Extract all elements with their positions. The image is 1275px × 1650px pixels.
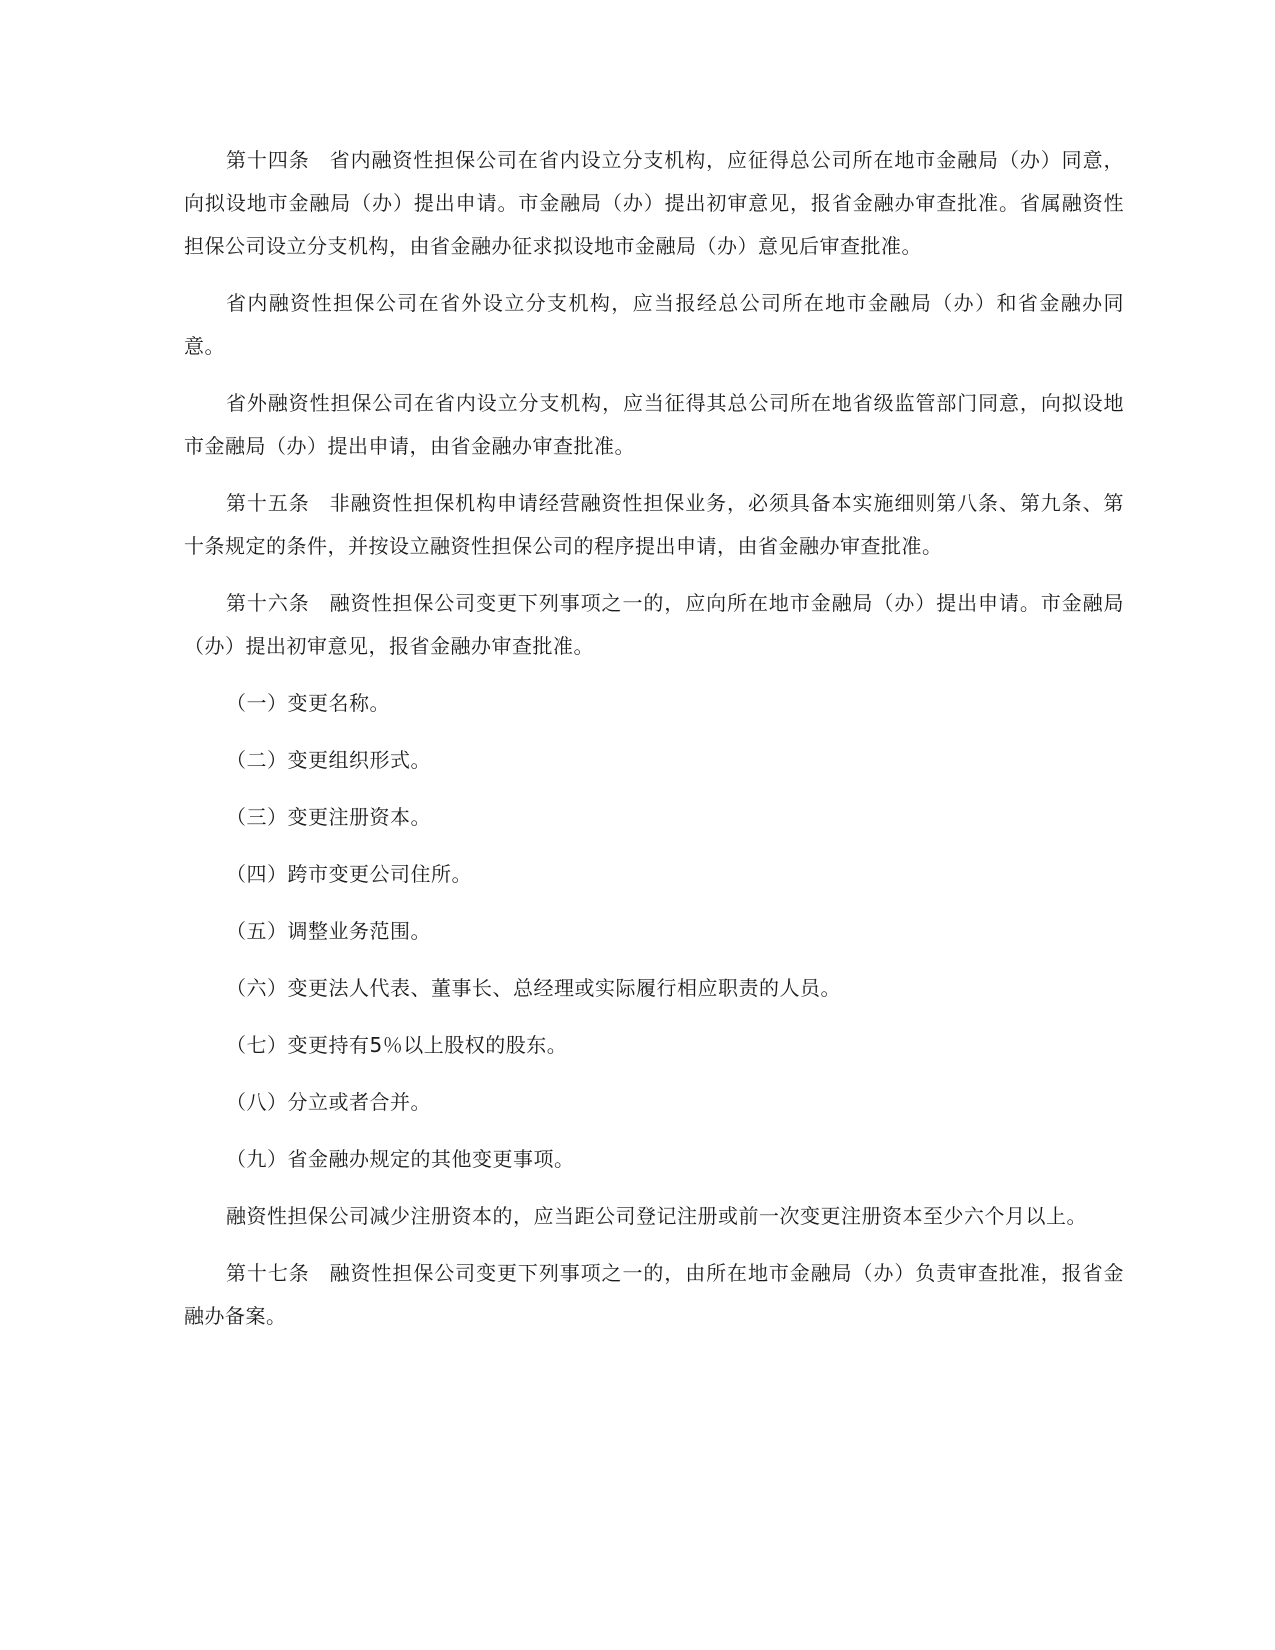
article-number: 第十四条	[226, 148, 310, 172]
article-14-paragraph-3	[184, 382, 1124, 468]
article-number: 第十五条	[226, 491, 310, 515]
list-item: （四）跨市变更公司住所。	[226, 862, 472, 886]
article-number: 第十七条	[226, 1261, 310, 1285]
list-item: （二）变更组织形式。	[226, 748, 431, 772]
paragraph-text: 融资性担保公司变更下列事项之一的，由所在地市金融局（办）负责审查批准，报省金融办备案。	[184, 1261, 1125, 1328]
paragraph-text: 省内融资性担保公司在省外设立分支机构，应当报经总公司所在地市金融局（办）和省金融办同意。	[184, 291, 1124, 358]
paragraph-text: 融资性担保公司减少注册资本的，应当距公司登记注册或前一次变更注册资本至少六个月以上。	[226, 1204, 1087, 1228]
paragraph-text: 非融资性担保机构申请经营融资性担保业务，必须具备本实施细则第八条、第九条、第十条规定的条件，并按设立融资性担保公司的程序提出申请，由省金融办审查批准。	[184, 491, 1125, 558]
paragraph-text: 省内融资性担保公司在省内设立分支机构，应征得总公司所在地市金融局（办）同意，向拟设地市金融局（办）提出申请。市金融局（办）提出初审意见，报省金融办审查批准。省属融资性担保公司设立分支机构，由省金融办征求拟设地市金融局（办）意见后审查批准。	[184, 148, 1125, 258]
document-body	[184, 139, 1124, 1352]
article-16-paragraph	[184, 582, 1124, 668]
article-15-paragraph	[184, 482, 1124, 568]
list-item: （三）变更注册资本。	[226, 805, 431, 829]
article-14-paragraph-2	[184, 282, 1124, 368]
paragraph-text: 省外融资性担保公司在省内设立分支机构，应当征得其总公司所在地省级监管部门同意，向拟设地市金融局（办）提出申请，由省金融办审查批准。	[184, 391, 1124, 458]
list-item: （九）省金融办规定的其他变更事项。	[226, 1147, 575, 1171]
list-item: （一）变更名称。	[226, 691, 390, 715]
article-14-paragraph	[184, 139, 1124, 268]
list-item: （八）分立或者合并。	[226, 1090, 431, 1114]
article-17-paragraph	[184, 1252, 1124, 1338]
paragraph-text: 融资性担保公司变更下列事项之一的，应向所在地市金融局（办）提出申请。市金融局（办）提出初审意见，报省金融办审查批准。	[184, 591, 1125, 658]
list-item: （六）变更法人代表、董事长、总经理或实际履行相应职责的人员。	[226, 976, 841, 1000]
list-item: （七）变更持有5％以上股权的股东。	[226, 1033, 568, 1057]
list-item: （五）调整业务范围。	[226, 919, 431, 943]
article-number: 第十六条	[226, 591, 310, 615]
capital-reduction-paragraph	[184, 1195, 1124, 1238]
